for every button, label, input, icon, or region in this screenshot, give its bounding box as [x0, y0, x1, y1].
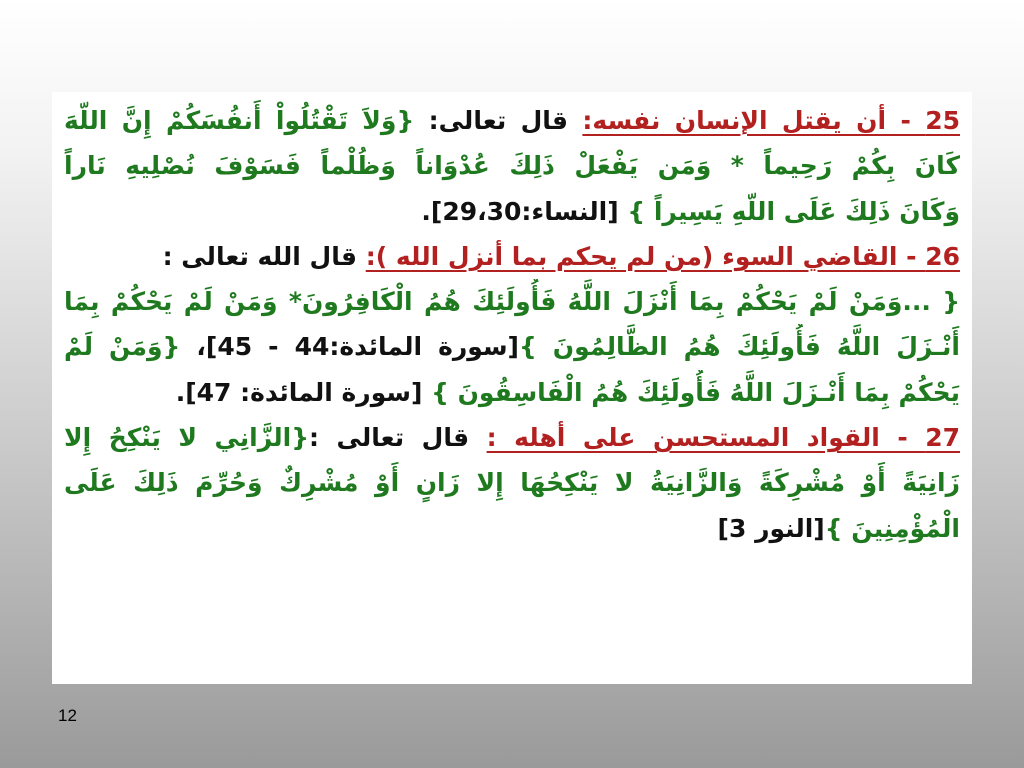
item27-line3	[64, 506, 960, 551]
slide-text	[64, 98, 960, 551]
item25-verse-part2: كَانَ بِكُمْ رَحِيماً * وَمَن يَفْعَلْ ذَلِكَ عُدْوَاناً وَظُلْماً فَسَوْفَ نُصْلِيهِ نَاراً	[64, 151, 960, 181]
item27-verse-part1: {الزَّانِي لا يَنْكِحُ إِلا	[64, 423, 310, 453]
item27-reference: [النور 3]	[717, 513, 825, 543]
item26-verse-part1: { ...وَمَنْ لَمْ يَحْكُمْ بِمَا أَنْزَلَ اللَّهُ فَأُولَئِكَ هُمُ الْكَافِرُونَ* وَمَنْ لَمْ يَحْكُمْ بِمَا	[64, 287, 960, 317]
item27-intro: قال تعالى :	[309, 423, 487, 453]
slide-content-box	[52, 92, 972, 684]
item26-verse-part3: {وَمَنْ لَمْ	[64, 332, 181, 362]
item25-intro: قال تعالى:	[414, 106, 583, 135]
item25-heading: 25 - أن يقتل الإنسان نفسه:	[582, 106, 960, 135]
item27-line1	[64, 415, 960, 460]
item27-heading: 27 - القواد المستحسن على أهله :	[486, 423, 960, 453]
item27-verse-part3: الْمُؤْمِنِينَ }	[824, 513, 960, 543]
item25-verse-part1: {وَلاَ تَقْتُلُواْ أَنفُسَكُمْ إِنَّ اللّهَ	[64, 106, 415, 135]
item26-line2	[64, 279, 960, 324]
item26-verse-part4: يَحْكُمْ بِمَا أَنْـزَلَ اللَّهُ فَأُولَئِكَ هُمُ الْفَاسِقُونَ }	[431, 377, 960, 407]
item26-line4	[64, 370, 960, 415]
item26-reference-1: [سورة المائدة:44 - 45]،	[180, 332, 519, 362]
item26-heading: 26 - القاضي السوء (من لم يحكم بما أنزل الله ):	[365, 241, 960, 271]
page-number: 12	[58, 706, 77, 725]
item26-reference-2: [سورة المائدة: 47].	[175, 377, 432, 407]
item26-intro: قال الله تعالى :	[162, 241, 366, 271]
item26-line1	[64, 234, 960, 279]
item25-reference: [النساء:29،30].	[421, 196, 628, 226]
item25-line2	[64, 143, 960, 188]
item27-line2	[64, 460, 960, 505]
item25-line3	[64, 189, 960, 234]
item25-verse-part3: وَكَانَ ذَلِكَ عَلَى اللّهِ يَسِيراً }	[627, 196, 960, 226]
item26-line3	[64, 324, 960, 369]
item25-line1	[64, 98, 960, 143]
item27-verse-part2: زَانِيَةً أَوْ مُشْرِكَةً وَالزَّانِيَةُ لا يَنْكِحُهَا إِلا زَانٍ أَوْ مُشْرِكٌ وَحُرِّمَ ذَلِكَ عَلَى	[64, 468, 960, 498]
item26-verse-part2: أَنْـزَلَ اللَّهُ فَأُولَئِكَ هُمُ الظَّالِمُونَ }	[518, 332, 960, 362]
